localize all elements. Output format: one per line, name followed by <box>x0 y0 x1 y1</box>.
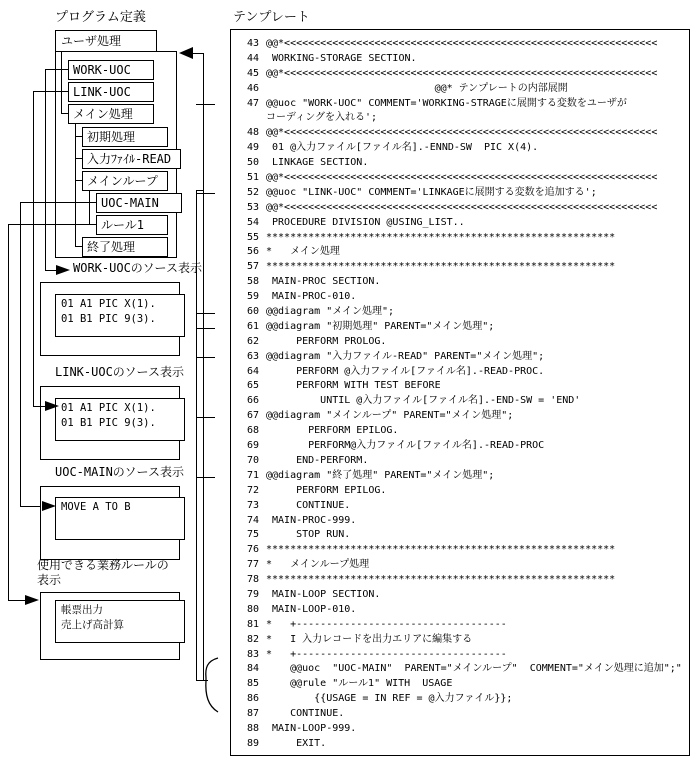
code-line <box>237 469 689 484</box>
section-source-box-link-uoc-source <box>55 398 185 441</box>
source-line: 売上げ高計算 <box>61 619 124 631</box>
tree-node-uoc-main: UOC-MAIN <box>96 193 182 213</box>
connector-line <box>89 189 90 225</box>
code-line-text: CONTINUE. <box>266 708 345 720</box>
code-line-text: MAIN-PROC-010. <box>266 291 357 303</box>
code-line-text: PERFORM EPILOG. <box>266 484 387 496</box>
code-line <box>237 692 689 707</box>
code-line-number: 89 <box>246 737 259 749</box>
code-line-number: 66 <box>246 395 259 407</box>
code-line-text: コーディングを入れる'; <box>266 112 378 124</box>
code-line-number: 78 <box>246 574 259 586</box>
code-line-number: 45 <box>246 67 259 79</box>
code-line <box>237 231 689 246</box>
code-line <box>237 365 689 380</box>
code-line-text: CONTINUE. <box>266 499 351 511</box>
code-line-text: @@diagram "メインループ" PARENT="メイン処理"; <box>266 410 514 422</box>
code-line <box>237 379 689 394</box>
code-line-number: 53 <box>246 201 259 213</box>
tree-node-main-loop: メインループ <box>82 171 168 191</box>
code-line-tick <box>196 193 215 194</box>
code-line-text: @@*<<<<<<<<<<<<<<<<<<<<<<<<<<<<<<<<<<<<<<<<<<<<<<<<<<<<<<<<<<<<<< <box>266 201 658 213</box>
code-line <box>237 126 689 141</box>
code-line-tick <box>196 357 215 358</box>
code-line-number: 47 <box>246 97 259 109</box>
connector-line <box>45 69 69 70</box>
arrow-left-template-icon <box>179 47 193 59</box>
code-line-number: 44 <box>246 52 259 64</box>
code-line-number: 50 <box>246 157 259 169</box>
code-line-text: @@rule "ルール1" WITH USAGE <box>266 678 453 690</box>
code-line <box>237 543 689 558</box>
code-line <box>237 618 689 633</box>
code-line-number: 71 <box>246 469 259 481</box>
code-line <box>237 558 689 573</box>
code-line <box>237 52 689 67</box>
section-label-uoc-main-source: UOC-MAINのソース表示 <box>55 465 184 479</box>
code-line-number: 81 <box>246 618 259 630</box>
code-line-number: 46 <box>246 82 259 94</box>
code-line <box>237 335 689 350</box>
code-line-number: 57 <box>246 261 259 273</box>
section-source-box-uoc-main-source <box>55 497 185 540</box>
connector-line <box>196 190 204 191</box>
code-line <box>237 82 689 97</box>
code-line-text: END-PERFORM. <box>266 454 369 466</box>
code-line-number: 87 <box>246 708 259 720</box>
brace-lines-84-86-icon <box>201 657 221 713</box>
connector-line <box>20 202 97 203</box>
connector-line <box>75 122 76 247</box>
source-line: 01 B1 PIC 9(3). <box>61 313 156 325</box>
code-line-number: 74 <box>246 514 259 526</box>
code-line-text: ********************************************************** <box>266 231 616 243</box>
code-line-text: @@uoc "UOC-MAIN" PARENT="メインループ" COMMENT="メイン処理に追加";" <box>266 663 682 675</box>
code-line-number: 83 <box>246 648 259 660</box>
connector-line <box>8 224 9 601</box>
code-line-number: 61 <box>246 320 259 332</box>
code-line-text: MAIN-PROC-999. <box>266 514 357 526</box>
code-line-text: {{USAGE = IN REF = @入力ファイル}}; <box>266 693 513 705</box>
code-line-text: EXIT. <box>266 737 327 749</box>
connector-line <box>8 224 97 225</box>
code-line <box>237 97 689 112</box>
code-line <box>237 484 689 499</box>
code-line-text: * +----------------------------------- <box>266 618 507 630</box>
code-line-text: MAIN-LOOP-010. <box>266 603 357 615</box>
code-line-number: 43 <box>246 38 259 49</box>
code-line-text: MAIN-PROC SECTION. <box>266 276 381 288</box>
code-line-text: PROCEDURE DIVISION @USING_LIST.. <box>266 216 465 228</box>
tree-node-work-uoc: WORK-UOC <box>68 60 154 80</box>
code-line-text: PERFORM EPILOG. <box>266 425 399 437</box>
code-line-text: * I 入力レコードを出力エリアに編集する <box>266 633 473 645</box>
tree-node-initial-processing: 初期処理 <box>82 127 168 147</box>
connector-line <box>61 51 62 114</box>
right-panel-title: テンプレート <box>233 10 310 25</box>
code-line-number: 69 <box>246 440 259 452</box>
code-line-number: 54 <box>246 216 259 228</box>
code-line-text: @@*<<<<<<<<<<<<<<<<<<<<<<<<<<<<<<<<<<<<<<<<<<<<<<<<<<<<<<<<<<<<<< <box>266 67 658 79</box>
code-line-number: 62 <box>246 335 259 347</box>
code-line <box>237 67 689 82</box>
code-line-number: 70 <box>246 454 259 466</box>
code-line-number: 82 <box>246 633 259 645</box>
code-line-number: 63 <box>246 350 259 362</box>
code-line-tick <box>196 328 215 329</box>
code-line <box>237 186 689 201</box>
code-line-text: @@diagram "初期処理" PARENT="メイン処理"; <box>266 320 495 332</box>
code-line-text: * +----------------------------------- <box>266 648 507 660</box>
left-panel-title: プログラム定義 <box>55 10 146 25</box>
code-line-text: ********************************************************** <box>266 261 616 273</box>
code-line-number: 72 <box>246 484 259 496</box>
code-line <box>237 677 689 692</box>
code-line <box>237 573 689 588</box>
source-line: 01 A1 PIC X(1). <box>61 298 156 310</box>
connector-line <box>33 91 69 92</box>
section-source-box-work-uoc-source <box>55 294 185 337</box>
code-line <box>237 439 689 454</box>
source-line: 帳票出力 <box>61 604 103 616</box>
code-line-text: STOP RUN. <box>266 529 351 541</box>
code-line <box>237 37 689 52</box>
code-line-text: ********************************************************** <box>266 574 616 586</box>
section-label-work-uoc-source: WORK-UOCのソース表示 <box>73 261 202 275</box>
code-line-number: 67 <box>246 410 259 422</box>
code-line <box>237 603 689 618</box>
code-line-number: 85 <box>246 678 259 690</box>
code-line-text: @@*<<<<<<<<<<<<<<<<<<<<<<<<<<<<<<<<<<<<<<<<<<<<<<<<<<<<<<<<<<<<<< <box>266 38 658 49</box>
tree-node-rule1: ルール1 <box>96 215 168 235</box>
code-line-text: ********************************************************** <box>266 544 616 556</box>
code-line-number: 59 <box>246 291 259 303</box>
arrow-right-work-uoc-icon <box>56 265 70 275</box>
code-line <box>237 305 689 320</box>
code-line-text: * メイン処理 <box>266 246 340 258</box>
code-line <box>237 141 689 156</box>
arrow-right-uoc-main-icon <box>42 501 56 511</box>
code-line-text: MAIN-LOOP-999. <box>266 722 357 734</box>
code-line <box>237 260 689 275</box>
tree-node-input-file-read: 入力ﾌｧｲﾙ-READ <box>82 149 181 169</box>
code-line-number: 68 <box>246 425 259 437</box>
code-line-text: * メインループ処理 <box>266 559 370 571</box>
code-line <box>237 409 689 424</box>
code-line-text: LINKAGE SECTION. <box>266 157 369 169</box>
code-line-text: PERFORM @入力ファイル[ファイル名].-READ-PROC. <box>266 365 545 377</box>
code-line <box>237 454 689 469</box>
code-line-number: 49 <box>246 142 259 154</box>
code-line-tick <box>196 417 215 418</box>
code-line <box>237 722 689 737</box>
code-line-number: 65 <box>246 380 259 392</box>
code-line-text: PERFORM WITH TEST BEFORE <box>266 380 441 392</box>
code-line <box>237 633 689 648</box>
code-line <box>237 201 689 216</box>
code-line <box>237 588 689 603</box>
code-line <box>237 514 689 529</box>
source-line: 01 A1 PIC X(1). <box>61 402 156 414</box>
source-line: 01 B1 PIC 9(3). <box>61 417 156 429</box>
code-line-number: 84 <box>246 663 259 675</box>
code-line-number: 77 <box>246 559 259 571</box>
code-line <box>237 350 689 365</box>
code-line <box>237 648 689 663</box>
code-line-text: @@diagram "メイン処理"; <box>266 306 395 318</box>
code-line <box>237 216 689 231</box>
code-line <box>237 424 689 439</box>
code-line-text: @@*<<<<<<<<<<<<<<<<<<<<<<<<<<<<<<<<<<<<<<<<<<<<<<<<<<<<<<<<<<<<<< <box>266 172 658 184</box>
template-code-box <box>230 29 690 756</box>
code-line <box>237 707 689 722</box>
code-line <box>237 171 689 186</box>
code-line-text: @@uoc "WORK-UOC" COMMENT='WORKING-STRAGEに展開する変数をユーザが <box>266 97 627 109</box>
code-line-number: 56 <box>246 246 259 258</box>
code-line <box>237 111 689 126</box>
code-line-text: 01 @入力ファイル[ファイル名].-ENND-SW PIC X(4). <box>266 142 539 154</box>
code-line-text: @@diagram "終了処理" PARENT="メイン処理"; <box>266 469 495 481</box>
code-line <box>237 245 689 260</box>
code-line <box>237 737 689 752</box>
code-line-text: @@uoc "LINK-UOC" COMMENT='LINKAGEに展開する変数を追加する'; <box>266 186 597 198</box>
code-line-text: @@diagram "入力ファイル-READ" PARENT="メイン処理"; <box>266 350 545 362</box>
code-line-number: 86 <box>246 693 259 705</box>
code-line-number: 55 <box>246 231 259 243</box>
code-line-text: PERFORM@入力ファイル[ファイル名].-READ-PROC <box>266 440 545 452</box>
code-line-text: MAIN-LOOP SECTION. <box>266 588 381 600</box>
code-line-number: 80 <box>246 603 259 615</box>
code-line <box>237 156 689 171</box>
tree-node-user-processing: ユーザ処理 <box>55 30 157 52</box>
code-line-number: 52 <box>246 186 259 198</box>
code-line-number: 60 <box>246 306 259 318</box>
tree-node-main-processing: メイン処理 <box>68 104 154 124</box>
code-line-number: 88 <box>246 722 259 734</box>
connector-line <box>20 506 41 507</box>
code-line-number: 51 <box>246 172 259 184</box>
tree-node-end-processing: 終了処理 <box>82 237 168 257</box>
section-source-box-business-rules <box>55 600 185 643</box>
source-line: MOVE A TO B <box>61 501 131 513</box>
connector-line <box>45 69 46 271</box>
code-line-number: 75 <box>246 529 259 541</box>
code-line-number: 48 <box>246 127 259 139</box>
code-line-text: WORKING-STORAGE SECTION. <box>266 52 417 64</box>
section-label-business-rules: 使用できる業務ルールの表示 <box>37 558 169 587</box>
code-line-text: PERFORM PROLOG. <box>266 335 387 347</box>
code-line <box>237 320 689 335</box>
code-line-text: @@*<<<<<<<<<<<<<<<<<<<<<<<<<<<<<<<<<<<<<<<<<<<<<<<<<<<<<<<<<<<<<< <box>266 127 658 139</box>
code-line <box>237 499 689 514</box>
connector-line <box>20 202 21 507</box>
code-line-text: UNTIL @入力ファイル[ファイル名].-END-SW = 'END' <box>266 395 581 407</box>
code-line-number: 58 <box>246 276 259 288</box>
arrow-right-rules-icon <box>25 595 39 605</box>
section-label-link-uoc-source: LINK-UOCのソース表示 <box>55 365 184 379</box>
arrow-right-link-uoc-icon <box>45 401 59 411</box>
code-line-text: @@* テンプレートの内部展開 <box>266 82 568 94</box>
tree-node-link-uoc: LINK-UOC <box>68 82 154 102</box>
connector-line <box>33 91 34 407</box>
code-line-tick <box>196 104 215 105</box>
code-line <box>237 290 689 305</box>
code-line <box>237 528 689 543</box>
code-line-number: 73 <box>246 499 259 511</box>
code-line-tick <box>196 313 215 314</box>
code-line-number: 79 <box>246 588 259 600</box>
code-line-number: 76 <box>246 544 259 556</box>
code-line <box>237 662 689 677</box>
code-line <box>237 394 689 409</box>
code-line-number: 64 <box>246 365 259 377</box>
code-line <box>237 275 689 290</box>
